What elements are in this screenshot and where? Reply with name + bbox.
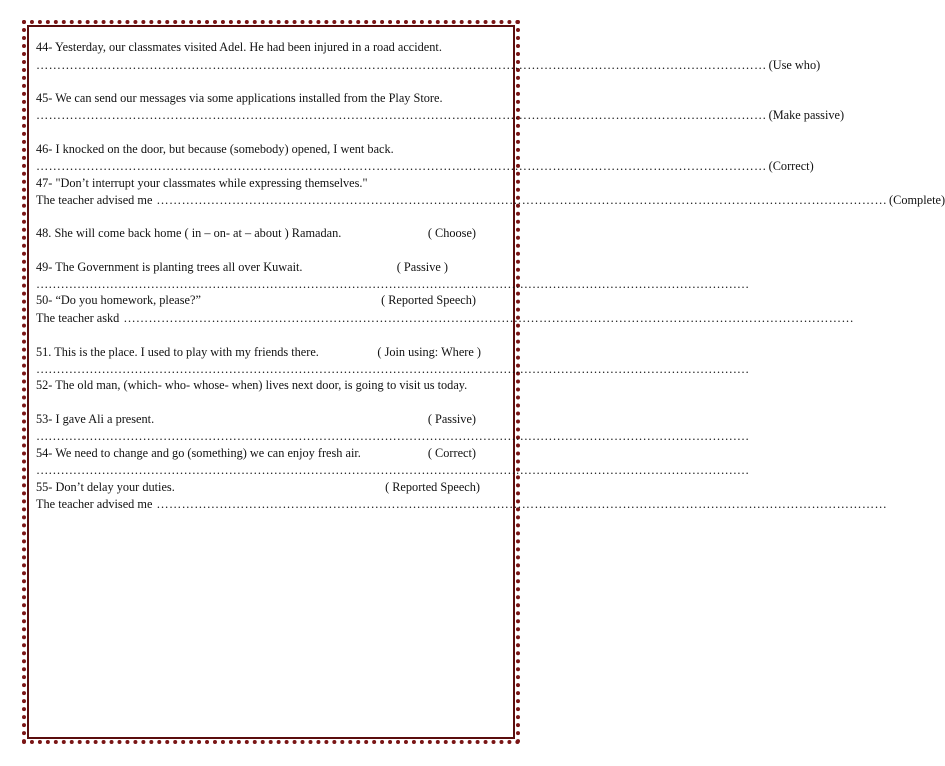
instruction: ( Correct) [427,446,476,460]
answer-dots: ………………………………………………………………………………………………………………………………………………………… [36,58,767,72]
question-46 [36,142,486,157]
question-50 [36,293,486,308]
instruction: ( Reported Speech) [381,293,476,307]
instruction: ( Reported Speech) [385,480,480,494]
answer-line-55[interactable] [36,497,888,512]
question-54 [36,446,486,461]
answer-dots: ………………………………………………………………………………………………………………………………………………………… [36,108,767,122]
question-45 [36,91,486,106]
question-53 [36,412,486,427]
question-text: 47- "Don’t interrupt your classmates while expressing themselves." [36,176,368,190]
instruction: (Make passive) [768,108,845,122]
question-text: 50- “Do you homework, please?” [36,293,201,307]
instruction: (Correct) [768,159,814,173]
question-49 [36,260,486,275]
instruction: ( Join using: Where ) [377,345,481,359]
answer-line-50[interactable] [36,311,854,326]
answer-line-46[interactable] [36,159,814,174]
answer-lead: The teacher advised me [36,193,153,207]
answer-line-51[interactable]: ………………………………………………………………………………………………………………………………………………………… [36,362,750,376]
instruction: ( Passive) [427,412,476,426]
question-text: 44- Yesterday, our classmates visited Adel. He had been injured in a road accident. [36,40,442,54]
answer-line-54[interactable]: ………………………………………………………………………………………………………………………………………………………… [36,463,750,477]
answer-dots: ………………………………………………………………………………………………………………………………………………………… [36,159,767,173]
answer-line-47[interactable] [36,193,945,208]
answer-line-53[interactable]: ………………………………………………………………………………………………………………………………………………………… [36,429,750,443]
answer-line-45[interactable] [36,108,845,123]
answer-dots: ………………………………………………………………………………………………………………………………………………………… [156,497,888,511]
answer-lead: The teacher askd [36,311,120,325]
question-47 [36,176,486,191]
instruction: ( Passive ) [396,260,448,274]
answer-dots: ………………………………………………………………………………………………………………………………………………………… [156,193,888,207]
question-48 [36,226,486,241]
question-text: 55- Don’t delay your duties. [36,480,175,494]
instruction: ( Choose) [427,226,476,240]
question-text: 46- I knocked on the door, but because (somebody) opened, I went back. [36,142,394,156]
question-text: 53- I gave Ali a present. [36,412,155,426]
answer-dots: ………………………………………………………………………………………………………………………………………………………… [123,311,854,325]
question-text: 52- The old man, (which- who- whose- when) lives next door, is going to visit us today. [36,378,468,392]
instruction: (Complete) [889,193,945,207]
question-text: 49- The Government is planting trees all over Kuwait. [36,260,303,274]
answer-line-49[interactable]: ………………………………………………………………………………………………………………………………………………………… [36,277,750,291]
answer-lead: The teacher advised me [36,497,153,511]
question-text: 48. She will come back home ( in – on- at – about ) Ramadan. [36,226,342,240]
question-text: 51. This is the place. I used to play with my friends there. [36,345,319,359]
answer-line-44[interactable] [36,58,821,73]
question-44 [36,40,486,55]
question-51 [36,345,486,360]
question-text: 45- We can send our messages via some applications installed from the Play Store. [36,91,443,105]
question-55 [36,480,486,495]
instruction: (Use who) [768,58,821,72]
question-text: 54- We need to change and go (something) we can enjoy fresh air. [36,446,361,460]
question-52 [36,378,486,393]
